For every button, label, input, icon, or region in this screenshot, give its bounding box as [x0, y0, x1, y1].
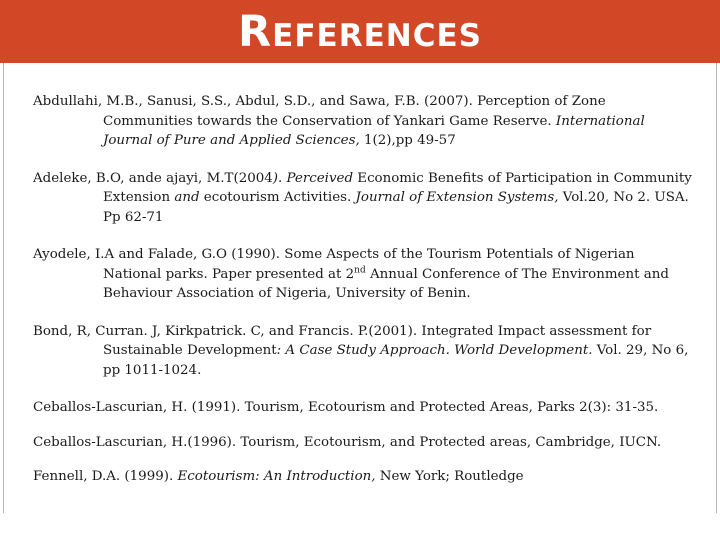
reference-item: Adeleke, B.O, ande ajayi, M.T(2004). Perceived Economic Benefits of Participation in Community Extension and ecotourism Activities. Journal of Extension Systems, Vol.20, No 2. USA. Pp 62-71	[33, 170, 692, 225]
title-initial: R	[238, 7, 273, 57]
reference-item: Ceballos-Lascurian, H. (1991). Tourism, Ecotourism and Protected Areas, Parks 2(3): 31-35.	[33, 400, 659, 415]
reference-item: Fennell, D.A. (1999). Ecotourism: An Introduction, New York; Routledge	[33, 469, 524, 484]
reference-item: Ceballos-Lascurian, H.(1996). Tourism, Ecotourism, and Protected areas, Cambridge, IUCN.	[33, 434, 662, 450]
reference-list	[33, 92, 693, 505]
right-border	[716, 63, 717, 513]
reference-item: Abdullahi, M.B., Sanusi, S.S., Abdul, S.D., and Sawa, F.B. (2007). Perception of Zone Communities towards the Conservation of Yankari Game Reserve. International Journal of Pure and Applied Sciences, 1(2),pp 49-57	[33, 94, 645, 148]
left-border	[3, 63, 4, 513]
slide-title	[0, 8, 720, 60]
reference-item: Bond, R, Curran. J, Kirkpatrick. C, and Francis. P.(2001). Integrated Impact assessment for Sustainable Development: A Case Study Approach. World Development. Vol. 29, No 6, pp 1011-1024.	[33, 323, 689, 378]
title-rest: EFERENCES	[272, 18, 482, 54]
reference-item: Ayodele, I.A and Falade, G.O (1990). Some Aspects of the Tourism Potentials of Nigerian National parks. Paper presented at 2nd Annual Conference of The Environment and Behaviour Association of Nigeria, University of Benin.	[33, 247, 669, 301]
